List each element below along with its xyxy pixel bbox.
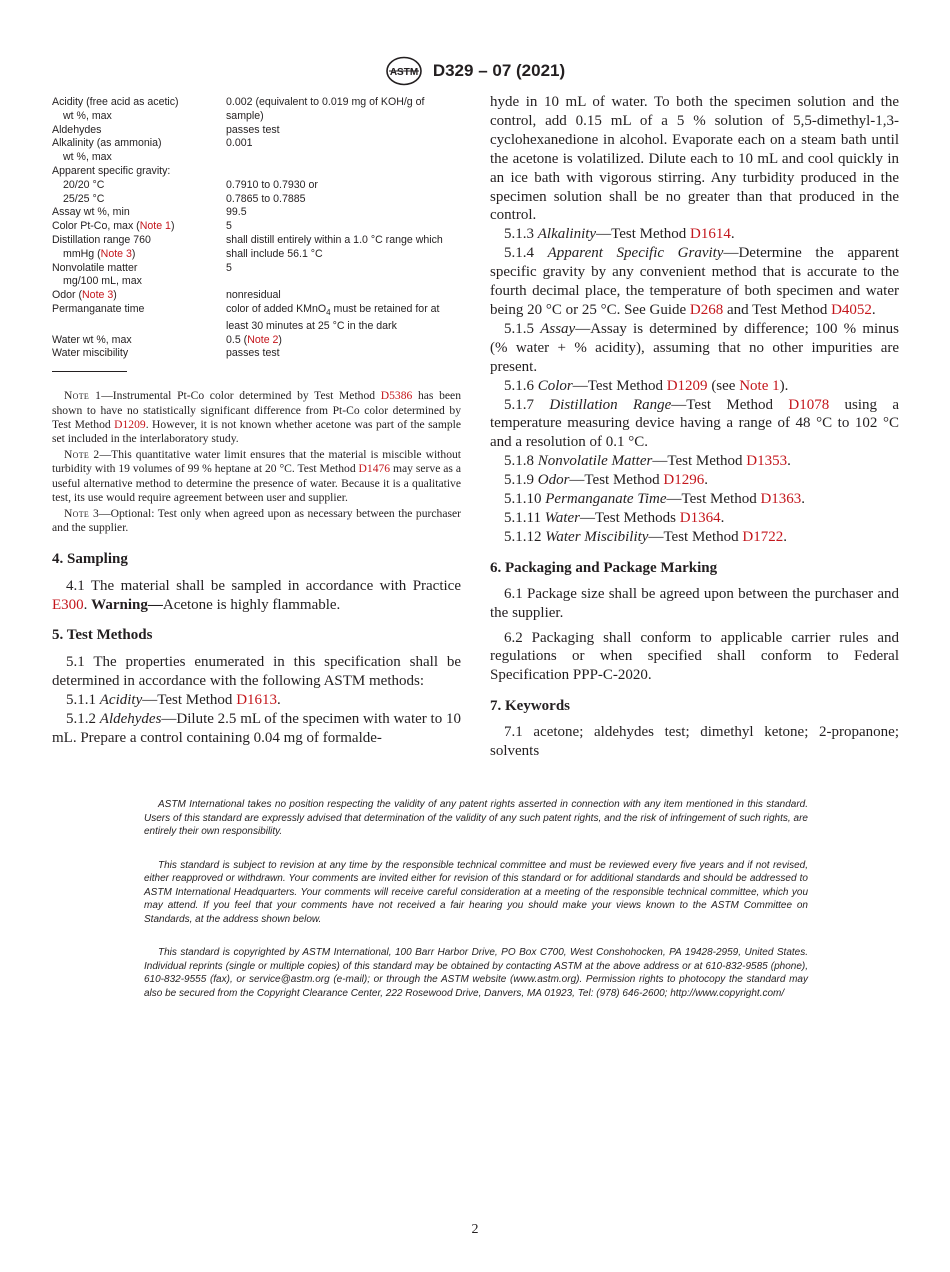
value-cell: shall include 56.1 °C	[226, 247, 323, 260]
value-cell: sample)	[226, 109, 264, 122]
para-5-1-6: 5.1.6 Color—Test Method D1209 (see Note 1).	[504, 377, 789, 394]
para-4-1: 4.1 The material shall be sampled in accordance with Practice E300. Warning—Acetone is highly flammable.	[52, 578, 461, 614]
table-row	[52, 275, 461, 289]
table-row	[52, 248, 461, 262]
ref-d5386-link[interactable]: D5386	[380, 389, 413, 403]
para-5-1-2: 5.1.2 Aldehydes—Dilute 2.5 mL of the specimen with water to 10 mL. Prepare a control containing 0.04 mg of formalde-	[52, 710, 461, 746]
ref-e300-link[interactable]: E300	[52, 597, 84, 614]
table-row	[52, 303, 461, 320]
para-6-1: 6.1 Package size shall be agreed upon between the purchaser and the supplier.	[490, 585, 899, 621]
property-cell	[52, 320, 226, 334]
property-cell: Assay wt %, min	[52, 206, 130, 219]
left-column	[52, 96, 461, 748]
right-column	[490, 93, 899, 761]
ref-d1353-link[interactable]: D1353	[746, 453, 788, 470]
ref-d1209-link[interactable]: D1209	[666, 377, 708, 394]
ref-d1363-link[interactable]: D1363	[760, 491, 802, 508]
property-cell: Permanganate time	[52, 302, 145, 315]
value-cell: 0.001	[226, 137, 253, 150]
table-row	[52, 347, 461, 361]
para-5-1-4: 5.1.4 Apparent Specific Gravity—Determine the apparent specific gravity by any convenient method that is accurate to the fourth decimal place, the temperature of both specimen and water being 20 °C or 25 °C. See Guide D268 and Test Method D4052.	[490, 245, 899, 318]
property-cell: wt %, max	[63, 109, 112, 122]
para-6-2: 6.2 Packaging shall conform to applicable carrier rules and regulations or when specified shall conform to Federal Specification PPP-C-2020.	[490, 629, 899, 684]
note-2: Note 2—This quantitative water limit ensures that the material is miscible without turbidity with 19 volumes of 99 % heptane at 20 °C. Test Method D1476 may serve as a useful alternative method to determine the presence of water. Because it is a qualitative test, its use would require agreement between user and supplier.	[52, 447, 462, 505]
ref-d1364-link[interactable]: D1364	[679, 509, 721, 526]
table-row	[52, 137, 461, 151]
property-cell: wt %, max	[63, 151, 112, 164]
requirements-table	[52, 96, 461, 361]
note-ref-link[interactable]: Note 2	[247, 333, 279, 346]
note-3: Note 3—Optional: Test only when agreed upon as necessary between the purchaser and the supplier.	[52, 506, 461, 534]
table-row	[52, 193, 461, 207]
value-cell	[226, 151, 461, 165]
table-row	[52, 234, 461, 248]
astm-logo-icon	[385, 56, 423, 86]
footer-copyright-notice: This standard is copyrighted by ASTM International, 100 Barr Harbor Drive, PO Box C700, West Conshohocken, PA 19428-2959, United States. Individual reprints (single or multiple copies) of this standard may be obtained by contacting ASTM at the above address or at 610-832-9585 (phone), 610-832-9555 (fax), or service@astm.org (e-mail); or through the ASTM website (www.astm.org). Permission rights to photocopy the standard may also be secured from the Copyright Clearance Center, 222 Rosewood Drive, Danvers, MA 01923, Tel: (978) 646-2600; http://www.copyright.com/	[144, 947, 808, 999]
property-cell: Apparent specific gravity:	[52, 164, 171, 177]
property-cell: Color Pt-Co, max (Note 1)	[52, 220, 175, 233]
table-row	[52, 124, 461, 138]
para-5-1: 5.1 The properties enumerated in this specification shall be determined in accordance with the following ASTM methods:	[52, 654, 461, 690]
page-number: 2	[471, 1222, 479, 1237]
section-5-heading: 5. Test Methods	[52, 627, 153, 644]
value-cell: 99.5	[226, 206, 247, 219]
para-5-1-5: 5.1.5 Assay—Assay is determined by difference; 100 % minus (% water + % acidity), assuming that no other impurities are present.	[490, 320, 899, 375]
table-row	[52, 96, 461, 110]
property-cell: Odor (Note 3)	[52, 289, 117, 302]
note-1: Note 1—Instrumental Pt-Co color determined by Test Method D5386 has been shown to have no statistically significant difference from Pt-Co color determined by Test Method D1209. However, it is not known whether acetone was part of the sample set included in the interlaboratory study.	[52, 389, 461, 446]
standard-designation: D329 – 07 (2021)	[432, 61, 566, 80]
table-row	[52, 320, 461, 334]
value-cell	[226, 165, 461, 179]
property-cell: Nonvolatile matter	[52, 261, 138, 274]
ref-d1614-link[interactable]: D1614	[690, 226, 731, 243]
property-cell: 20/20 °C	[63, 178, 105, 191]
table-row	[52, 110, 461, 124]
property-cell: Acidity (free acid as acetic)	[52, 96, 179, 108]
table-row	[52, 206, 461, 220]
table-row	[52, 165, 461, 179]
property-cell: Alkalinity (as ammonia)	[52, 137, 162, 150]
value-cell: 0.5 (Note 2)	[226, 333, 282, 346]
ref-d1476-link[interactable]: D1476	[358, 462, 391, 476]
ref-d1722-link[interactable]: D1722	[742, 528, 784, 545]
table-row	[52, 179, 461, 193]
ref-d4052-link[interactable]: D4052	[831, 301, 872, 318]
value-cell: nonresidual	[226, 289, 281, 302]
para-5-1-10: 5.1.10 Permanganate Time—Test Method D1363.	[504, 491, 806, 508]
ref-d1296-link[interactable]: D1296	[663, 472, 705, 489]
legal-footer	[144, 798, 808, 1000]
note-ref-link[interactable]: Note 1	[139, 220, 171, 233]
note-ref-link[interactable]: Note 3	[82, 289, 114, 302]
value-cell: shall distill entirely within a 1.0 °C range which	[226, 233, 443, 246]
value-cell: 0.002 (equivalent to 0.019 mg of KOH/g of	[226, 96, 425, 108]
footer-revision-notice: This standard is subject to revision at any time by the responsible technical committee and must be reviewed every five years and if not revised, either reapproved or withdrawn. Your comments are invited either for revision of this standard or for additional standards and should be addressed to ASTM International Headquarters. Your comments will receive careful consideration at a meeting of the responsible technical committee, which you may attend. If you feel that your comments have not received a fair hearing you should make your views known to the ASTM Committee on Standards, at the address shown below.	[144, 859, 808, 925]
para-7-1: 7.1 acetone; aldehydes test; dimethyl ketone; 2-propanone; solvents	[490, 724, 899, 760]
value-cell: 0.7865 to 0.7885	[226, 192, 306, 205]
value-cell: 5	[226, 220, 232, 233]
property-cell: mg/100 mL, max	[63, 275, 142, 288]
table-row	[52, 289, 461, 303]
ref-d1078-link[interactable]: D1078	[788, 396, 830, 413]
table-row	[52, 220, 461, 234]
page-header	[0, 56, 950, 86]
para-5-1-1: 5.1.1 Acidity—Test Method D1613.	[66, 691, 281, 708]
value-cell: least 30 minutes at 25 °C in the dark	[226, 319, 397, 332]
section-6-heading: 6. Packaging and Package Marking	[490, 559, 718, 576]
value-cell	[226, 275, 461, 289]
property-cell: Distillation range 760	[52, 233, 151, 246]
property-cell: 25/25 °C	[63, 192, 105, 205]
value-cell: 5	[226, 261, 232, 274]
para-5-1-11: 5.1.11 Water—Test Methods D1364.	[504, 509, 725, 526]
ref-d1209-link[interactable]: D1209	[114, 418, 146, 432]
note-ref-link[interactable]: Note 3	[100, 247, 132, 260]
table-row	[52, 151, 461, 165]
property-cell: Water miscibility	[52, 347, 129, 360]
ref-d1613-link[interactable]: D1613	[236, 691, 278, 708]
property-cell: Water wt %, max	[52, 333, 132, 346]
value-cell: passes test	[226, 347, 280, 360]
value-cell: color of added KMnO$_4$ must be retained for at	[226, 302, 440, 318]
svg-text:ASTM: ASTM	[389, 67, 418, 78]
table-row	[52, 334, 461, 348]
para-5-1-3: 5.1.3 Alkalinity—Test Method D1614.	[504, 226, 735, 243]
value-cell: passes test	[226, 123, 280, 136]
section-4-heading: 4. Sampling	[52, 551, 128, 568]
para-5-1-9: 5.1.9 Odor—Test Method D1296.	[504, 472, 708, 489]
section-7-heading: 7. Keywords	[490, 698, 570, 715]
property-cell: mmHg (Note 3)	[63, 247, 136, 260]
property-cell: Aldehydes	[52, 123, 102, 136]
ref-d268-link[interactable]: D268	[689, 301, 724, 318]
para-5-1-2-continued: hyde in 10 mL of water. To both the specimen solution and the control, add 0.15 mL of a 5 % solution of 5,5-dimethyl-1,3-cyclohexanedione in alcohol. Evaporate each on a steam bath until the acetone is volatilized. Dilute each to 10 mL and cool quickly in an ice bath with vigorous stirring. Any turbidity produced in the specimen solution shall be no greater than that produced in the control.	[490, 94, 899, 224]
para-5-1-8: 5.1.8 Nonvolatile Matter—Test Method D1353.	[504, 453, 791, 470]
ref-note-1-link[interactable]: Note 1	[739, 377, 780, 394]
para-5-1-12: 5.1.12 Water Miscibility—Test Method D1722.	[504, 528, 787, 545]
value-cell: 0.7910 to 0.7930 or	[226, 178, 318, 191]
para-5-1-7: 5.1.7 Distillation Range—Test Method D1078 using a temperature measuring device having a range of 48 °C to 102 °C and a resolution of 0.1 °C.	[490, 396, 899, 451]
footer-patent-notice: ASTM International takes no position respecting the validity of any patent rights asserted in connection with any item mentioned in this standard. Users of this standard are expressly advised that determination of the validity of any such patent rights, and the risk of infringement of such rights, are entirely their own responsibility.	[144, 799, 808, 837]
table-row	[52, 262, 461, 276]
